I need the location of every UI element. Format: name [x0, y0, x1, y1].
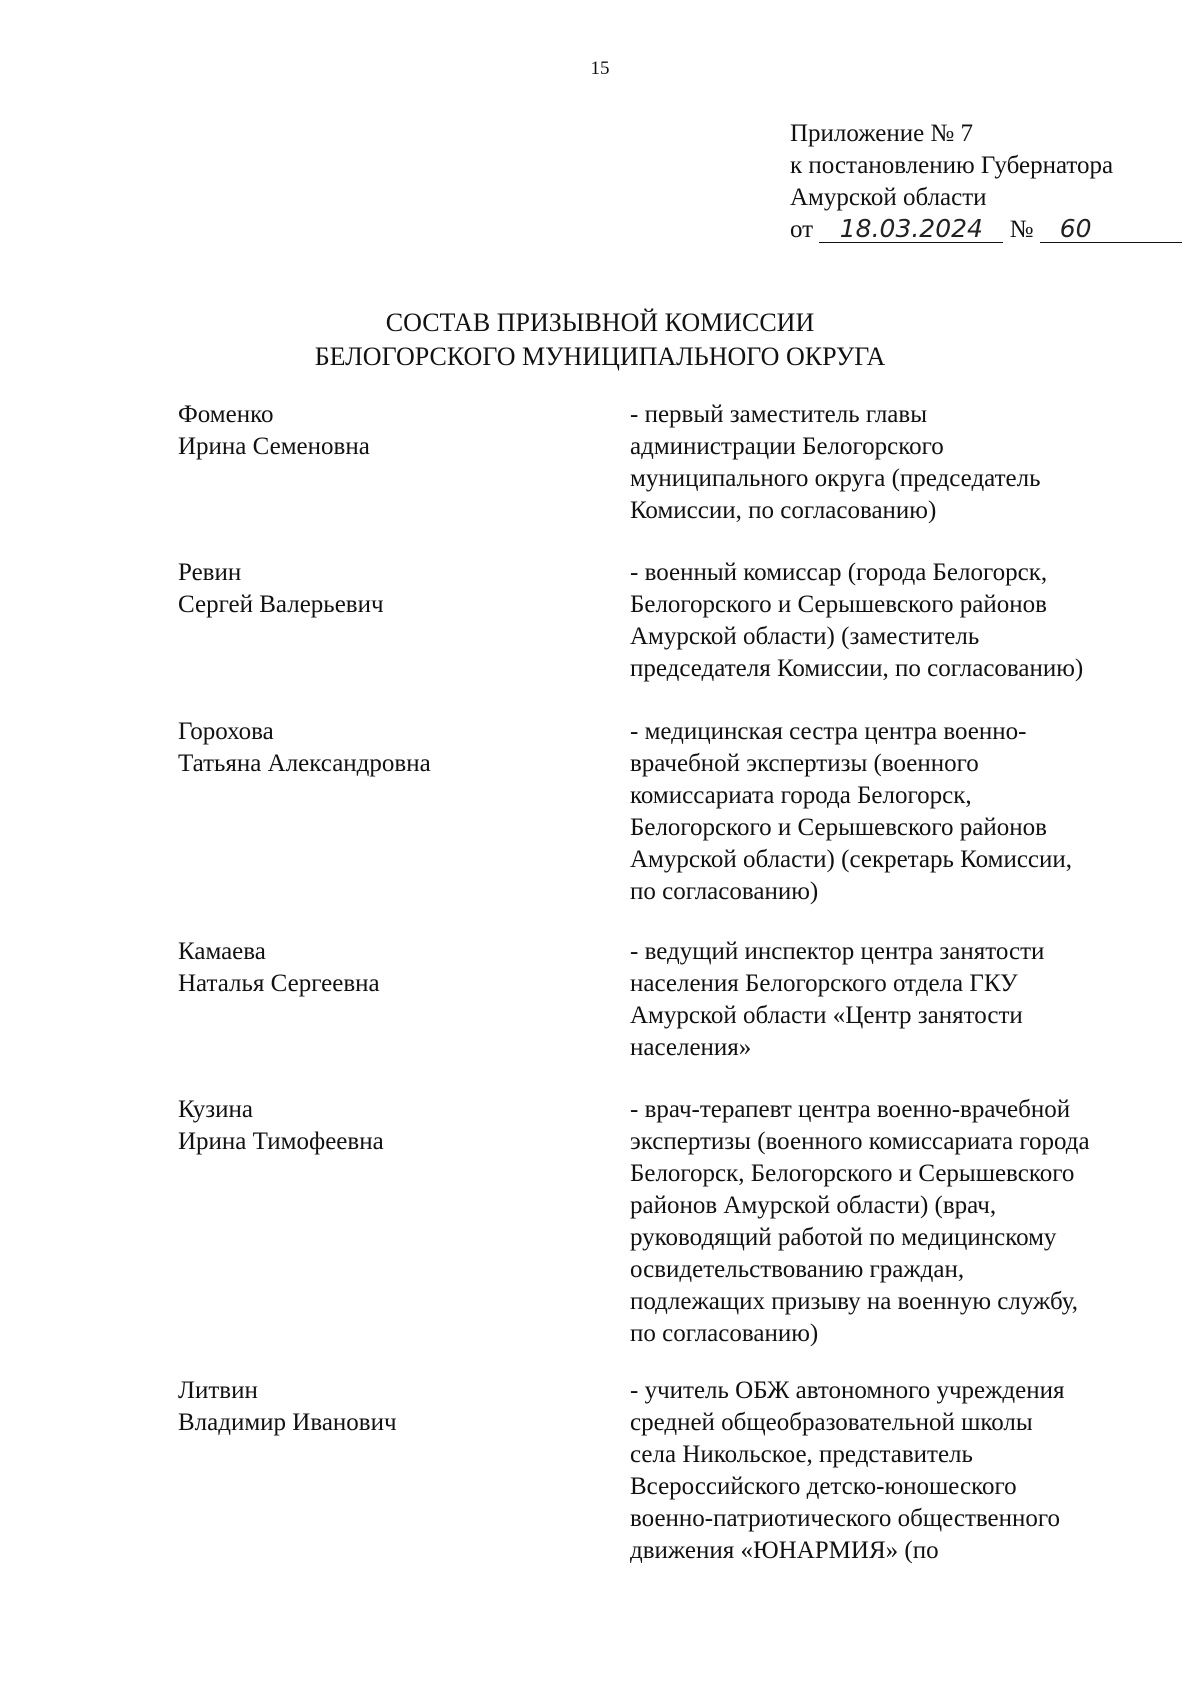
role-line: Комиссии, по согласованию) [630, 497, 937, 524]
member-surname: Литвин [178, 1377, 258, 1404]
role-line: - первый заместитель главы [630, 401, 927, 428]
role-line: комиссариата города Белогорск, [630, 782, 972, 809]
role-line: врачебной экспертизы (военного [630, 750, 979, 777]
member-surname: Кузина [178, 1096, 254, 1123]
handwritten-number: 60 [1040, 216, 1182, 243]
role-line: Белогорск, Белогорского и Серышевского [630, 1160, 1075, 1187]
role-line: администрации Белогорского [630, 433, 944, 460]
title-line-2: БЕЛОГОРСКОГО МУНИЦИПАЛЬНОГО ОКРУГА [314, 342, 886, 371]
member-role [630, 716, 1130, 908]
role-line: средней общеобразовательной школы [630, 1409, 1033, 1436]
role-line: Амурской области) (заместитель [630, 623, 980, 650]
role-line: - медицинская сестра центра военно- [630, 718, 1027, 745]
role-line: экспертизы (военного комиссариата города [630, 1128, 1090, 1155]
member-given-name: Сергей Валерьевич [178, 591, 384, 618]
role-line: движения «ЮНАРМИЯ» (по [630, 1537, 939, 1564]
appendix-title: Приложение № 7 [790, 120, 974, 147]
role-line: - учитель ОБЖ автономного учреждения [630, 1377, 1065, 1404]
member-role [630, 399, 1130, 527]
member-given-name: Владимир Иванович [178, 1409, 397, 1436]
role-line: Белогорского и Серышевского районов [630, 814, 1047, 841]
member-surname: Горохова [178, 718, 274, 745]
role-line: руководящий работой по медицинскому [630, 1224, 1057, 1251]
role-line: районов Амурской области) (врач, [630, 1192, 997, 1219]
member-role [630, 936, 1130, 1064]
role-line: Амурской области) (секретарь Комиссии, [630, 846, 1073, 873]
date-prefix: от [790, 216, 814, 243]
member-given-name: Ирина Тимофеевна [178, 1128, 384, 1155]
member-name [178, 399, 598, 463]
role-line: муниципального округа (председатель [630, 465, 1041, 492]
document-title [0, 306, 1200, 374]
member-name [178, 557, 598, 621]
role-line: военно-патриотического общественного [630, 1505, 1061, 1532]
member-given-name: Наталья Сергеевна [178, 970, 380, 997]
role-line: освидетельствованию граждан, [630, 1256, 965, 1283]
handwritten-date: 18.03.2024 [819, 216, 1003, 243]
role-line: Амурской области «Центр занятости [630, 1002, 1023, 1029]
role-line: председателя Комиссии, по согласованию) [630, 655, 1084, 682]
member-name [178, 936, 598, 1000]
role-line: подлежащих призыву на военную службу, [630, 1288, 1078, 1315]
appendix-header [790, 118, 1182, 246]
member-name [178, 1375, 598, 1439]
member-surname: Камаева [178, 938, 266, 965]
member-given-name: Татьяна Александровна [178, 750, 431, 777]
role-line: - ведущий инспектор центра занятости [630, 938, 1045, 965]
number-prefix: № [1009, 216, 1034, 243]
role-line: - врач-терапевт центра военно-врачебной [630, 1096, 1071, 1123]
role-line: населения Белогорского отдела ГКУ [630, 970, 1018, 997]
role-line: - военный комиссар (города Белогорск, [630, 559, 1048, 586]
appendix-region: Амурской области [790, 184, 987, 211]
page-number: 15 [590, 58, 610, 79]
role-line: населения» [630, 1034, 752, 1061]
role-line: по согласованию) [630, 1320, 819, 1347]
role-line: по согласованию) [630, 878, 819, 905]
member-given-name: Ирина Семеновна [178, 433, 370, 460]
member-surname: Фоменко [178, 401, 274, 428]
appendix-date-line [790, 214, 1182, 246]
role-line: Всероссийского детско-юношеского [630, 1473, 1017, 1500]
title-line-1: СОСТАВ ПРИЗЫВНОЙ КОМИССИИ [385, 308, 815, 337]
member-role [630, 1094, 1130, 1350]
member-role [630, 1375, 1130, 1567]
member-name [178, 716, 598, 780]
member-surname: Ревин [178, 559, 242, 586]
appendix-decree-ref: к постановлению Губернатора [790, 152, 1114, 179]
role-line: села Никольское, представитель [630, 1441, 973, 1468]
member-role [630, 557, 1130, 685]
role-line: Белогорского и Серышевского районов [630, 591, 1047, 618]
member-name [178, 1094, 598, 1158]
